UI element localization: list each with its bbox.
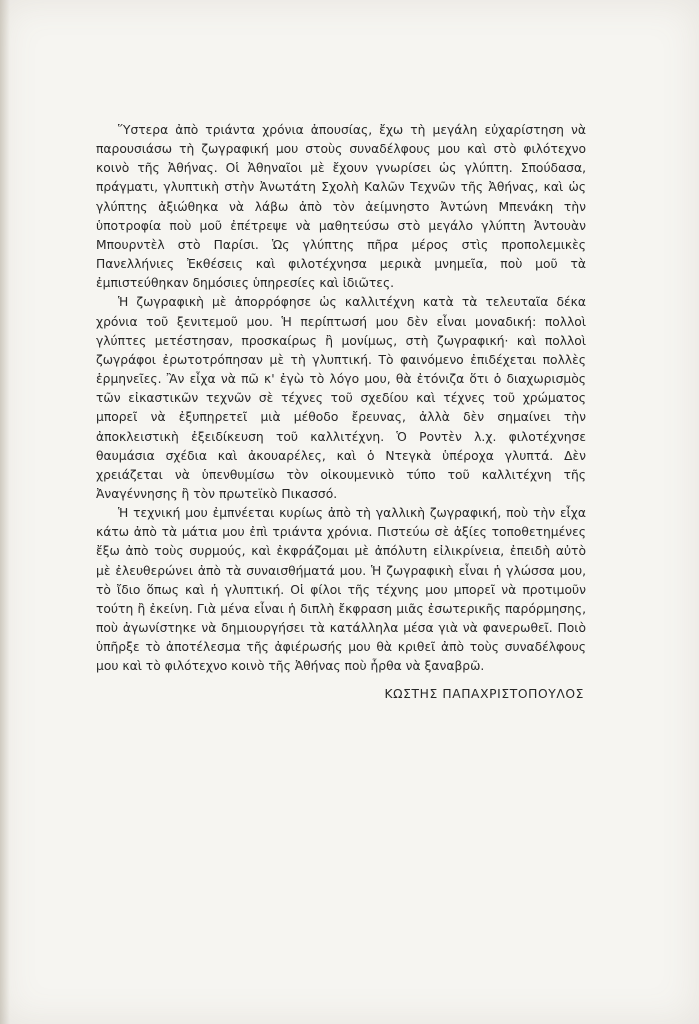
paragraph-3: Ἡ τεχνική μου ἐμπνέεται κυρίως ἀπὸ τὴ γαλλικὴ ζωγραφική, ποὺ τὴν εἶχα κάτω ἀπὸ τὰ μάτια μου ἐπὶ τριάντα χρόνια. Πιστεύω σὲ ἀξίες τοποθετημένες ἔξω ἀπὸ τοὺς συρμούς, καὶ ἐκφράζομαι μὲ ἀπόλυτη εἰλικρίνεια, ἐπειδὴ αὐτὸ μὲ ἐλευθερώνει ἀπὸ τὰ συναισθήματά μου. Ἡ ζωγραφικὴ εἶναι ἡ γλώσσα μου, τὸ ἴδιο ὅπως καὶ ἡ γλυπτική. Οἱ φίλοι τῆς τέχνης μου μπορεῖ νὰ προτιμοῦν τούτη ἢ ἐκείνη. Γιὰ μένα εἶναι ἡ διπλὴ ἔκφραση μιᾶς ἐσωτερικῆς παρόρμησης, ποὺ ἀγωνίστηκε νὰ δημιουργήσει τὰ κατάλληλα μέσα γιὰ νὰ φανερωθεῖ. Ποιὸ ὑπῆρξε τὸ ἀποτέλεσμα τῆς ἀφιέρωσής μου θὰ κριθεῖ ἀπὸ τοὺς συναδέλφους μου καὶ τὸ φιλότεχνο κοινὸ τῆς Ἀθήνας ποὺ ἦρθα νὰ ξαναβρῶ.	[96, 506, 586, 674]
paragraph-1: Ὕστερα ἀπὸ τριάντα χρόνια ἀπουσίας, ἔχω τὴ μεγάλη εὐχαρίστηση νὰ παρουσιάσω τὴ ζωγραφική μου στοὺς συναδέλφους μου καὶ στὸ φιλότεχνο κοινὸ τῆς Ἀθήνας. Οἱ Ἀθηναῖοι μὲ ἔχουν γνωρίσει ὡς γλύπτη. Σπούδασα, πράγματι, γλυπτικὴ στὴν Ἀνωτάτη Σχολὴ Καλῶν Τεχνῶν τῆς Ἀθήνας, καὶ ὡς γλύπτης ἀξιώθηκα νὰ λάβω ἀπὸ τὸν ἀείμνηστο Ἀντώνη Μπενάκη τὴν ὑποτροφία ποὺ μοῦ ἐπέτρεψε νὰ μαθητεύσω στὸ μεγάλο γλύπτη Ἀντουὰν Μπουρντὲλ στὸ Παρίσι. Ὡς γλύπτης πῆρα μέρος στὶς προπολεμικὲς Πανελλήνιες Ἐκθέσεις καὶ φιλοτέχνησα μερικὰ μνημεῖα, ποὺ μοῦ τὰ ἐμπιστεύθηκαν δημόσιες ὑπηρεσίες καὶ ἰδιῶτες.	[96, 123, 586, 291]
page-spine-shadow	[0, 0, 10, 1024]
body-text	[96, 121, 586, 704]
paragraph-2: Ἡ ζωγραφικὴ μὲ ἀπορρόφησε ὡς καλλιτέχνη κατὰ τὰ τελευταῖα δέκα χρόνια τοῦ ξενιτεμοῦ μου. Ἡ περίπτωσή μου δὲν εἶναι μοναδική: πολλοὶ γλύπτες μετέστησαν, προσκαίρως ἢ μονίμως, στὴ ζωγραφική· καὶ πολλοὶ ζωγράφοι ἐρωτοτρόπησαν μὲ τὴ γλυπτική. Τὸ φαινόμενο ἐπιδέχεται πολλὲς ἑρμηνεῖες. Ἂν εἶχα νὰ πῶ κ' ἐγὼ τὸ λόγο μου, θὰ ἐτόνιζα ὅτι ὁ διαχωρισμὸς τῶν εἰκαστικῶν τεχνῶν σὲ τέχνες τοῦ σχεδίου καὶ τέχνες τοῦ χρώματος μπορεῖ νὰ ἐξυπηρετεῖ μιὰ μέθοδο ἔρευνας, ἀλλὰ δὲν σημαίνει τὴν ἀποκλειστικὴ ἐξειδίκευση τοῦ καλλιτέχνη. Ὁ Ροντὲν λ.χ. φιλοτέχνησε θαυμάσια σχέδια καὶ ἀκουαρέλες, καὶ ὁ Ντεγκὰ ὑπέροχα γλυπτά. Δὲν χρειάζεται νὰ ὑπενθυμίσω τὸν οἰκουμενικὸ τύπο τοῦ καλλιτέχνη τῆς Ἀναγέννησης ἢ τὸν πρωτεϊκὸ Πικασσό.	[96, 295, 586, 501]
author-signature: ΚΩΣΤΗΣ ΠΑΠΑΧΡΙΣΤΟΠΟΥΛΟΣ	[384, 686, 584, 701]
